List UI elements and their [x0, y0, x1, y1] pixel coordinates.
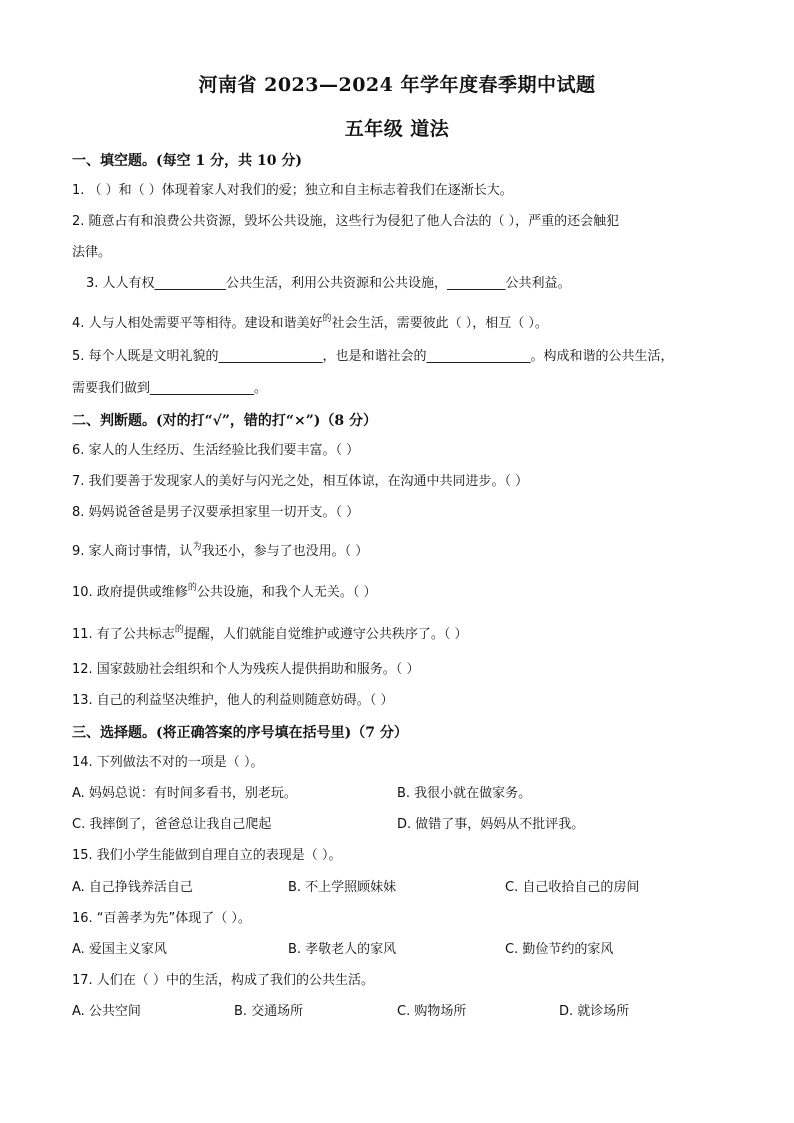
question-9-mark: 为: [192, 542, 202, 552]
question-10-text-a: 10. 政府提供或维修: [72, 585, 188, 600]
section-fill-blank-heading: 一、填空题。(每空 1 分，共 10 分): [72, 153, 302, 169]
question-14-option-c: C. 我摔倒了，爸爸总让我自己爬起: [72, 817, 272, 832]
question-15-option-a: A. 自己挣钱养活自己: [72, 880, 193, 895]
question-13: 13. 自己的利益坚决维护，他人的利益则随意妨碍。（ ）: [72, 693, 394, 708]
exam-subtitle: 五年级 道法: [344, 118, 450, 140]
question-14-option-a: A. 妈妈总说：有时间多看书，别老玩。: [72, 786, 297, 801]
question-16-option-b: B. 孝敬老人的家风: [288, 942, 397, 957]
question-10-mark: 的: [187, 583, 197, 593]
question-11-mark: 的: [174, 625, 184, 635]
question-6: 6. 家人的人生经历、生活经验比我们要丰富。（ ）: [72, 443, 360, 458]
question-7: 7. 我们要善于发现家人的美好与闪光之处，相互体谅，在沟通中共同进步。（ ）: [72, 474, 529, 489]
question-10: [72, 584, 376, 603]
question-16-option-a: A. 爱国主义家风: [72, 942, 167, 957]
question-11-text-b: 提醒，人们就能自觉维护或遵守公共秩序了。（ ）: [183, 627, 468, 642]
question-17: 17. 人们在（ ）中的生活，构成了我们的公共生活。: [72, 973, 374, 988]
question-17-option-c: C. 购物场所: [397, 1004, 467, 1019]
exam-title: 河南省 2023—2024 年学年度春季期中试题: [198, 74, 596, 96]
question-4-mark: 的: [322, 314, 332, 324]
question-17-option-a: A. 公共空间: [72, 1004, 141, 1019]
section-true-false-heading: 二、判断题。(对的打“√”，错的打“×”)（8 分）: [72, 413, 378, 429]
question-11: [72, 626, 467, 645]
question-2-line-1: 2. 随意占有和浪费公共资源，毁坏公共设施，这些行为侵犯了他人合法的（ ），严重的还会触犯: [72, 214, 620, 229]
question-9-text-a: 9. 家人商讨事情，认: [72, 544, 193, 559]
question-4-text-a: 4. 人与人相处需要平等相待。建设和谐美好: [72, 316, 323, 331]
question-12: 12. 国家鼓励社会组织和个人为残疾人提供捐助和服务。（ ）: [72, 662, 420, 677]
question-3: 3. 人人有权___________公共生活，利用公共资源和公共设施，_________公共利益。: [86, 276, 571, 291]
section-multiple-choice-heading: 三、选择题。(将正确答案的序号填在括号里)（7 分）: [72, 725, 408, 741]
question-4-text-b: 社会生活，需要彼此（ ），相互（ ）。: [331, 316, 548, 331]
question-2-line-2: 法律。: [72, 245, 112, 260]
question-14-option-b: B. 我很小就在做家务。: [397, 786, 532, 801]
question-5-line-2: 需要我们做到________________。: [72, 381, 268, 396]
question-17-option-b: B. 交通场所: [234, 1004, 304, 1019]
question-14: 14. 下列做法不对的一项是（ ）。: [72, 755, 264, 770]
question-5-line-1: 5. 每个人既是文明礼貌的________________，也是和谐社会的________________。构成和谐的公共生活，: [72, 349, 674, 364]
question-11-text-a: 11. 有了公共标志: [72, 627, 175, 642]
question-9: [72, 543, 368, 562]
question-10-text-b: 公共设施，和我个人无关。（ ）: [196, 585, 377, 600]
question-16-option-c: C. 勤俭节约的家风: [505, 942, 614, 957]
question-16: 16. “百善孝为先”体现了（ ）。: [72, 911, 251, 926]
question-17-option-d: D. 就诊场所: [559, 1004, 630, 1019]
question-15: 15. 我们小学生能做到自理自立的表现是（ ）。: [72, 848, 342, 863]
question-4: [72, 315, 548, 334]
question-15-option-b: B. 不上学照顾妹妹: [288, 880, 397, 895]
question-8: 8. 妈妈说爸爸是男子汉要承担家里一切开支。（ ）: [72, 505, 360, 520]
question-15-option-c: C. 自己收拾自己的房间: [505, 880, 640, 895]
question-1: 1. （ ）和（ ）体现着家人对我们的爱；独立和自主标志着我们在逐渐长大。: [72, 183, 513, 198]
question-14-option-d: D. 做错了事，妈妈从不批评我。: [397, 817, 585, 832]
question-9-text-b: 我还小，参与了也没用。（ ）: [201, 544, 369, 559]
